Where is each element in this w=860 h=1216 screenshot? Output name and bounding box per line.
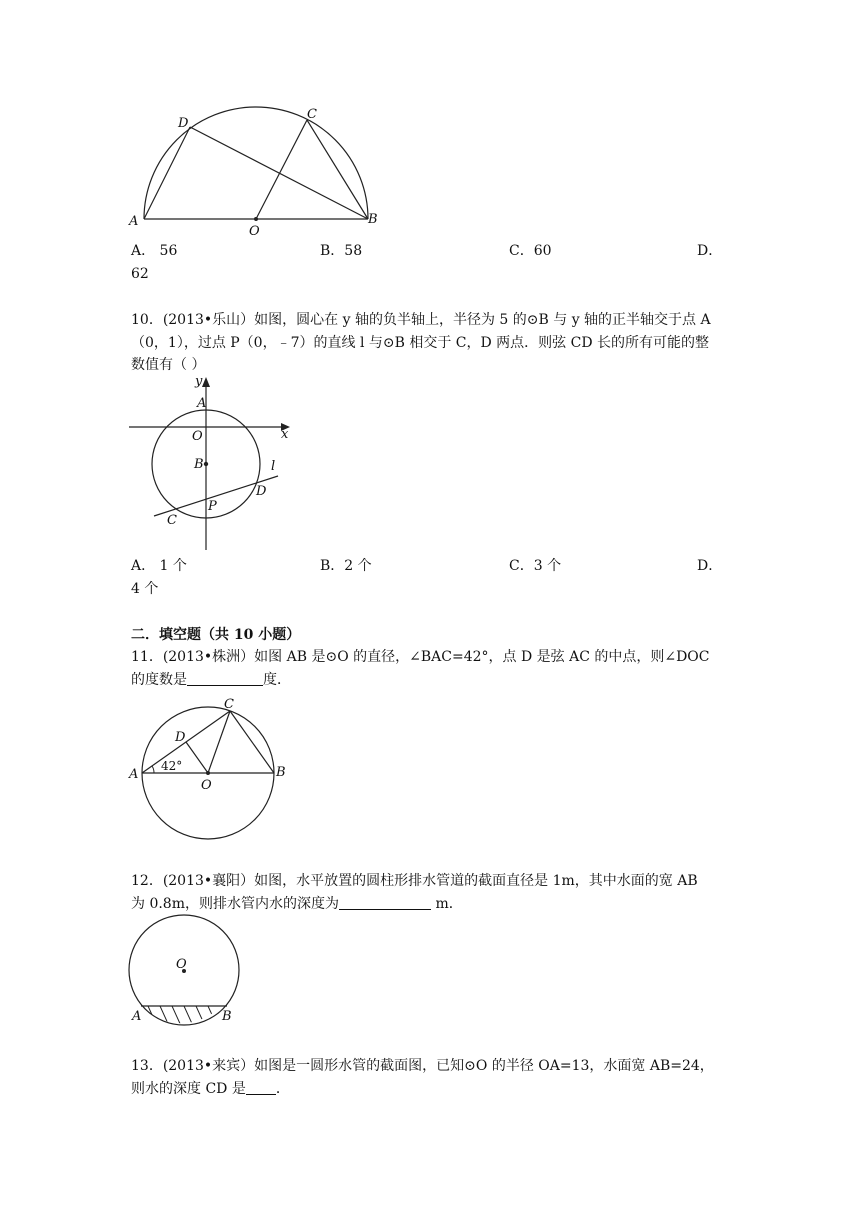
q9-option-d: D．	[697, 243, 723, 259]
q9-center-dot	[254, 217, 258, 221]
q10-label-b: B	[194, 457, 204, 472]
q9-label-a: A	[129, 214, 139, 229]
q11-chord-cb	[230, 711, 274, 773]
q11-text-pre: 的度数是	[131, 672, 187, 688]
q10-label-a: A	[197, 396, 207, 411]
q11-label-angle: 42°	[161, 759, 183, 773]
q9-option-b: B．58	[320, 243, 363, 259]
section-title: 二．填空题（共 10 小题）	[131, 627, 301, 643]
q11-angle-mark	[152, 766, 154, 773]
q9-label-d: D	[178, 116, 189, 131]
q13-text-post: ．	[275, 1081, 290, 1097]
q11-segment-oc	[208, 711, 230, 773]
q11-label-c: C	[224, 697, 234, 712]
q9-option-d-wrap: 62	[131, 266, 149, 282]
q11-text-line1: 11．(2013•株洲）如图 AB 是⊙O 的直径，∠BAC=42°，点 D 是弦 AC 的中点，则∠DOC	[131, 649, 710, 665]
q10-option-c: C．3 个	[509, 558, 562, 574]
q10-label-p: P	[208, 499, 217, 514]
q11-label-a: A	[129, 767, 139, 782]
q10-option-d: D．	[697, 558, 723, 574]
q10-label-c: C	[167, 513, 177, 528]
q12-label-b: B	[222, 1009, 232, 1024]
q12-text-pre: 为 0.8m，则排水管内水的深度为	[131, 896, 339, 912]
q11-label-d: D	[175, 730, 186, 745]
q10-option-a: A． 1 个	[131, 558, 187, 574]
q9-chord-cb	[307, 120, 368, 219]
q10-label-o: O	[192, 429, 203, 444]
q11-text-post: 度．	[263, 672, 291, 688]
q11-label-b: B	[276, 765, 286, 780]
q9-label-b: B	[368, 212, 378, 227]
q9-option-a: A． 56	[131, 243, 178, 259]
q10-label-y: y	[195, 374, 203, 389]
q11-figure	[120, 690, 300, 850]
q10-text-line1: 10．(2013•乐山）如图，圆心在 y 轴的负半轴上，半径为 5 的⊙B 与 y 轴的正半轴交于点 A	[131, 312, 711, 328]
q10-label-x: x	[281, 427, 289, 442]
q11-answer-blank[interactable]	[187, 671, 263, 686]
q12-answer-blank[interactable]	[339, 895, 431, 910]
q10-label-d: D	[256, 484, 267, 499]
q13-text-line1: 13．(2013•来宾）如图是一圆形水管的截面图，已知⊙O 的半径 OA=13，水面宽 AB=24，	[131, 1058, 714, 1074]
q10-option-b: B．2 个	[320, 558, 372, 574]
q13-text-line2	[131, 1080, 731, 1098]
q12-text-line1: 12．(2013•襄阳）如图，水平放置的圆柱形排水管道的截面直径是 1m，其中水面的宽 AB	[131, 873, 698, 889]
q10-text-line2: （0，1），过点 P（0，﹣7）的直线 l 与⊙B 相交于 C，D 两点．则弦 CD 长的所有可能的整	[131, 335, 710, 351]
q12-label-a: A	[132, 1009, 142, 1024]
q9-segment-oc	[256, 120, 307, 219]
q10-text-line3: 数值有（ ）	[131, 357, 206, 373]
q11-segment-od	[186, 742, 208, 773]
q9-label-c: C	[307, 107, 317, 122]
q10-label-l: l	[271, 459, 276, 474]
q9-label-o: O	[249, 224, 260, 239]
q11-label-o: O	[201, 778, 212, 793]
q9-chord-ad	[144, 127, 190, 219]
q11-text-line2	[131, 671, 731, 689]
q10-center-dot	[204, 462, 208, 466]
q13-answer-blank[interactable]	[246, 1080, 276, 1095]
q12-label-o: O	[176, 957, 187, 972]
q10-y-arrow	[202, 377, 210, 387]
q9-chord-db	[190, 127, 368, 219]
q12-figure	[120, 910, 260, 1030]
q9-option-c: C．60	[509, 243, 552, 259]
q10-option-d-wrap: 4 个	[131, 581, 159, 597]
q10-figure	[120, 370, 320, 555]
q13-text-pre: 则水的深度 CD 是	[131, 1081, 246, 1097]
q11-center-dot	[206, 771, 210, 775]
q12-text-post: m．	[431, 896, 463, 912]
q9-figure	[120, 100, 390, 240]
